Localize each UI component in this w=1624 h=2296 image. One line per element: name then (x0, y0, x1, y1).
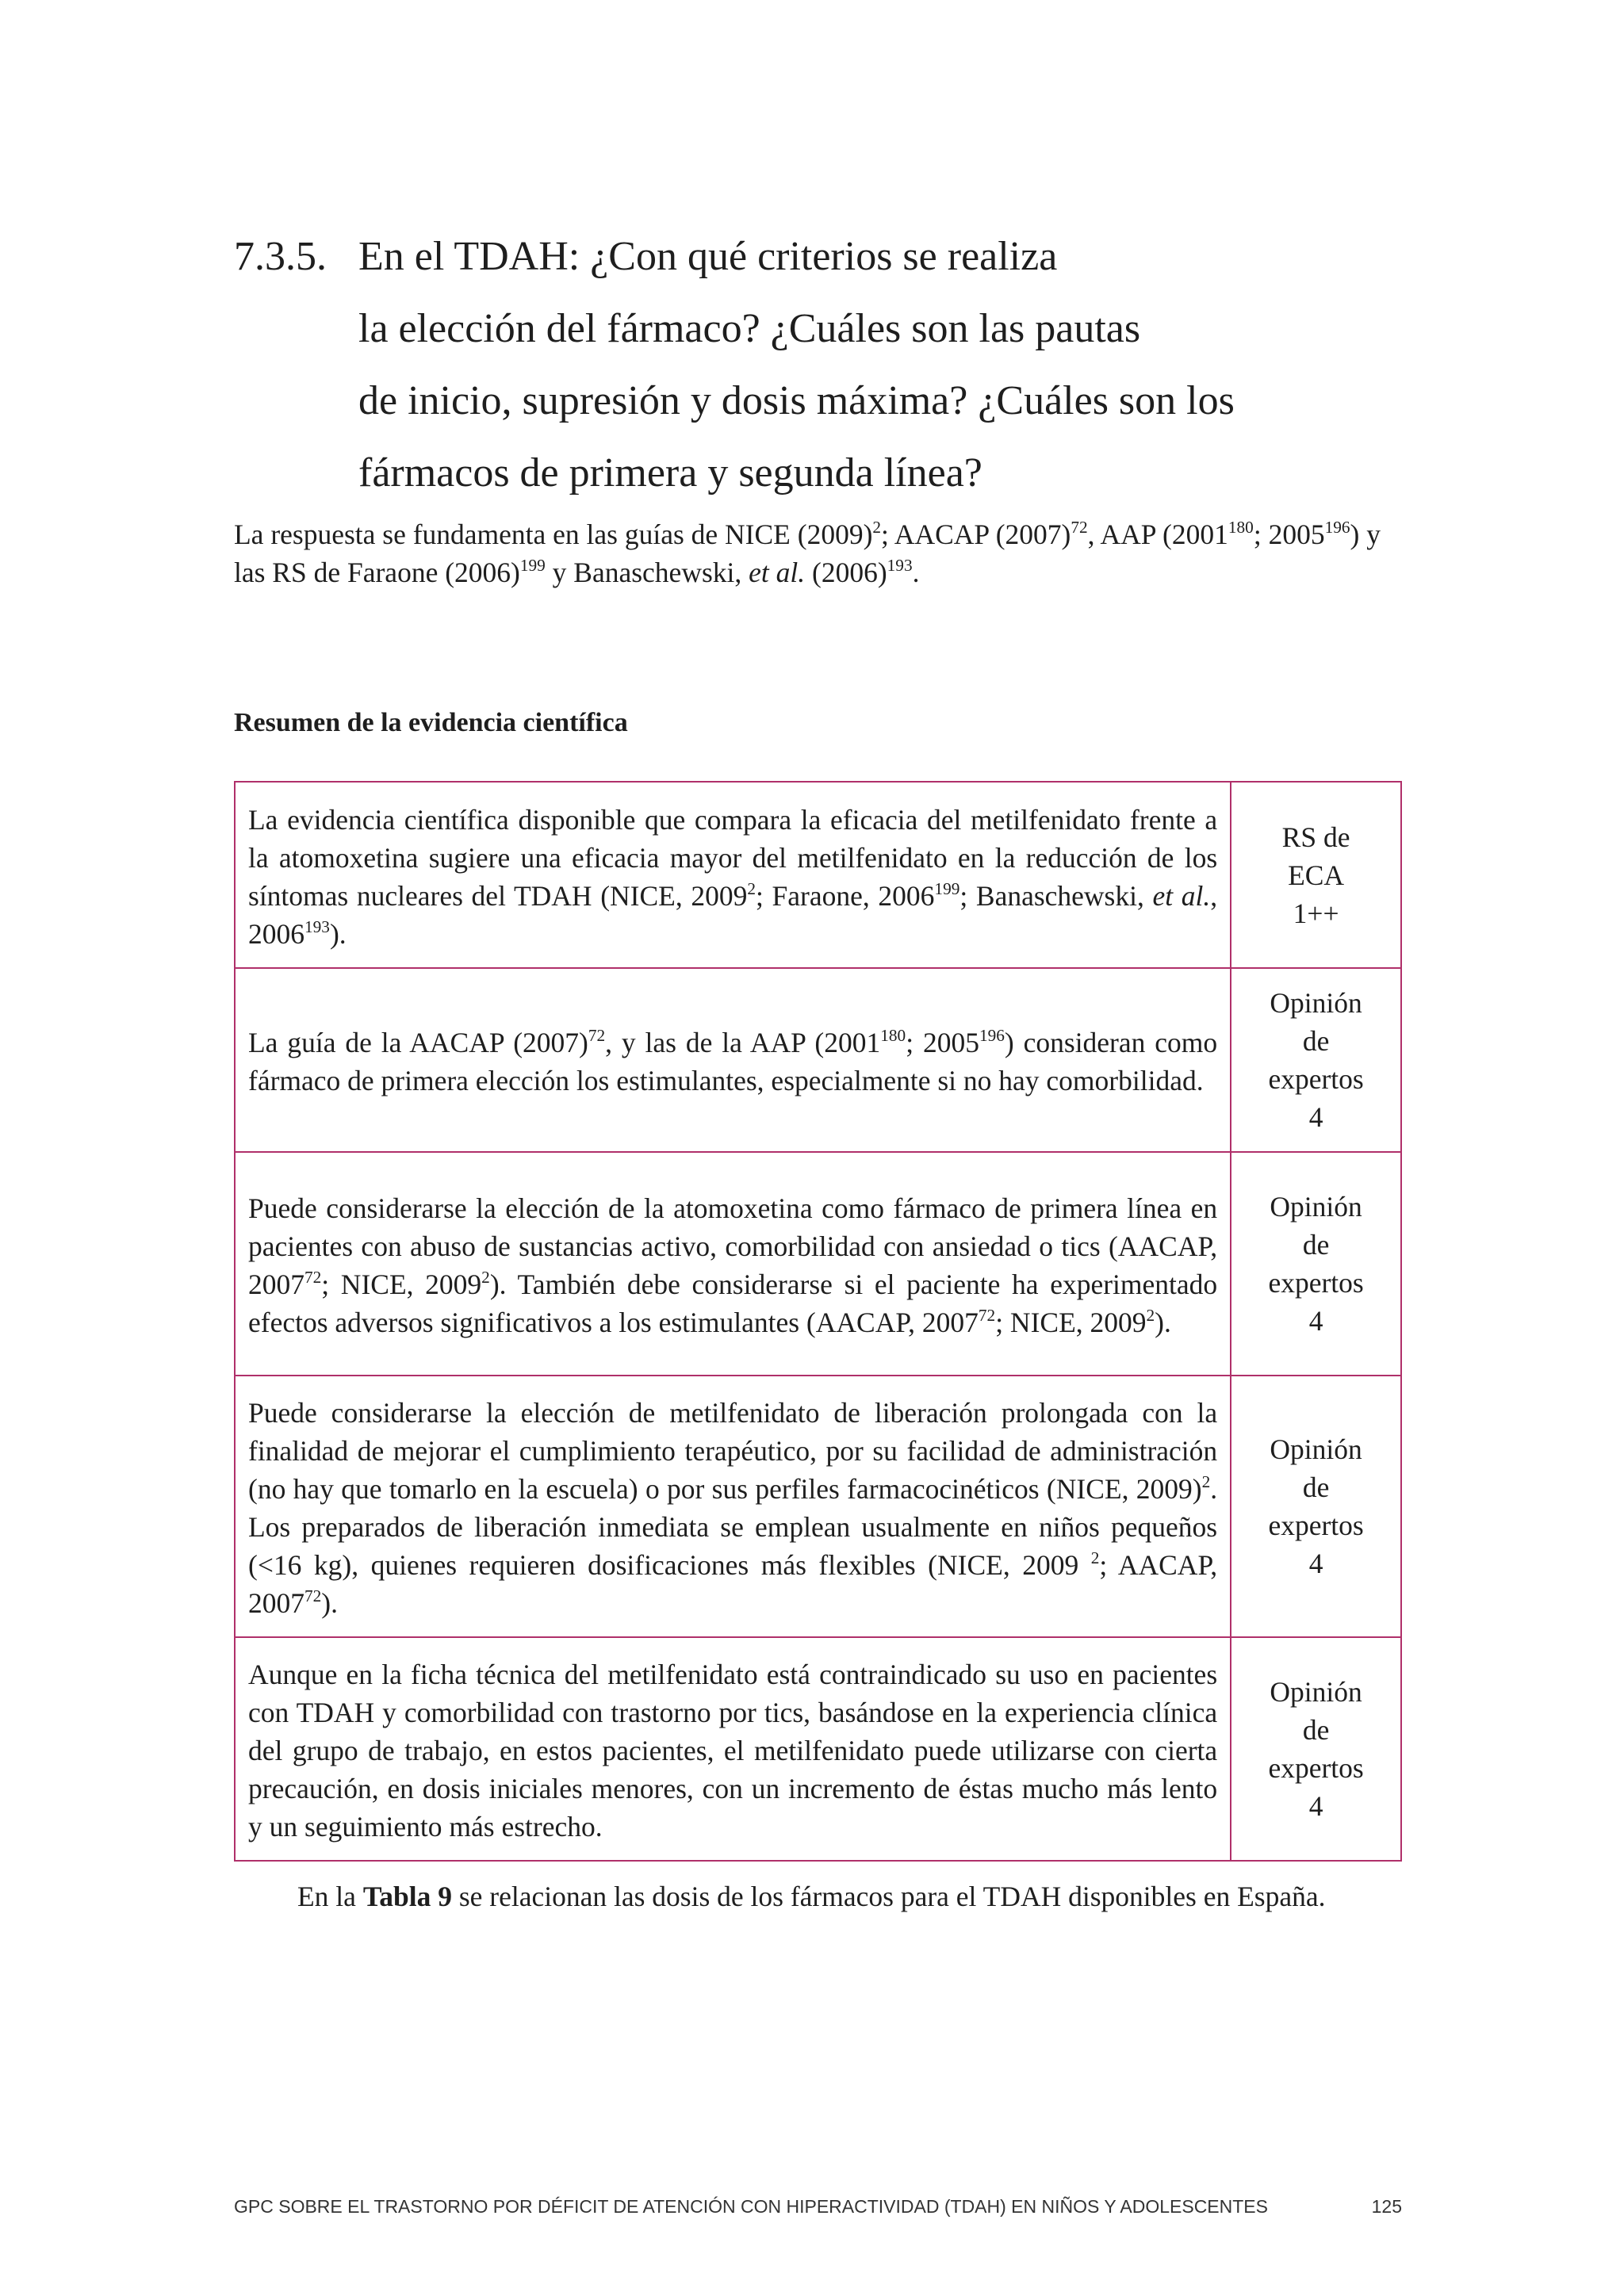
table-row (235, 782, 1401, 968)
evidence-level: Opinión de expertos 4 (1231, 968, 1401, 1152)
table-reference: Tabla 9 (362, 1881, 452, 1912)
evidence-table (234, 781, 1402, 1862)
evidence-summary-title: Resumen de la evidencia científica (234, 708, 628, 737)
evidence-text: La guía de la AACAP $(2007)^{72}$, y las de la AAP (2001$^{180}$; 2005$^{196}$) consideran como fármaco de primera elección los estimulantes, especialmente si no hay comorbilidad. (235, 968, 1231, 1152)
table-row (235, 968, 1401, 1152)
section-title-line-4: fármacos de primera y segunda línea? (358, 450, 982, 496)
closing-paragraph: En la Tabla 9 se relacionan las dosis de los fármacos para el TDAH disponibles en España. (297, 1881, 1326, 1912)
footer-title: GPC SOBRE EL TRASTORNO POR DÉFICIT DE ATENCIÓN CON HIPERACTIVIDAD (TDAH) EN NIÑOS Y ADOLESCENTES (234, 2196, 1268, 2217)
evidence-text: Puede considerarse la elección de la atomoxetina como fármaco de primera línea en pacientes con abuso de sustancias activo, comorbilidad con ansiedad o tics (AACAP, 2007$^{72}$; NICE, 2009$^2$). También debe considerarse si el paciente ha experimentado efectos adversos significativos a los estimulantes (AACAP, 2007$^{72}$; NICE, 2009$^2$). (235, 1152, 1231, 1376)
section-title-line-1: En el TDAH: ¿Con qué criterios se realiza (358, 234, 1058, 279)
table-row (235, 1637, 1401, 1861)
page-number: 125 (1371, 2196, 1402, 2217)
evidence-level: Opinión de expertos 4 (1231, 1376, 1401, 1637)
section-title-line-3: de inicio, supresión y dosis máxima? ¿Cuáles son los (358, 378, 1235, 423)
section-heading (234, 220, 1423, 509)
evidence-level: Opinión de expertos 4 (1231, 1152, 1401, 1376)
evidence-text: Aunque en la ficha técnica del metilfenidato está contraindicado su uso en pacientes con TDAH y comorbilidad con trastorno por tics, basándose en la experiencia clínica del grupo de trabajo, en estos pacientes, el metilfenidato puede utilizarse con cierta precaución, en dosis iniciales menores, con un incremento de éstas mucho más lento y un seguimiento más estrecho. (235, 1637, 1231, 1861)
table-row (235, 1152, 1401, 1376)
evidence-text: La evidencia científica disponible que compara la eficacia del metilfenidato frente a la atomoxetina sugiere una eficacia mayor del metilfenidato en la reducción de los síntomas nucleares del TDAH (NICE, 2009$^2$; Faraone, 2006$^{199}$; Banaschewski, et al., 2006$^{193}$). (235, 782, 1231, 968)
intro-paragraph: La respuesta se fundamenta en las guías de NICE $(2009)^2$; AACAP $(2007)^{72}$, AAP (2001$^{180}$; 2005$^{196}$) y las RS de Faraone $(2006)^{199}$ y Banaschewski, et al. $(2006)^{193}$. (234, 518, 1381, 588)
evidence-text: Puede considerarse la elección de metilfenidato de liberación prolongada con la finalidad de mejorar el cumplimiento terapéutico, por su facilidad de administración (no hay que tomarlo en la escuela) o por sus perfiles farmacocinéticos (NICE, 2009)$^2$. Los preparados de liberación inmediata se emplean usualmente en niños pequeños (<16 kg), quienes requieren dosificaciones más flexibles (NICE, 2009 $^2$; AACAP, 2007$^{72}$). (235, 1376, 1231, 1637)
section-number: 7.3.5. (234, 234, 327, 279)
evidence-level: RS de ECA 1++ (1231, 782, 1401, 968)
evidence-level: Opinión de expertos 4 (1231, 1637, 1401, 1861)
table-row (235, 1376, 1401, 1637)
section-title-line-2: la elección del fármaco? ¿Cuáles son las pautas (358, 306, 1141, 351)
